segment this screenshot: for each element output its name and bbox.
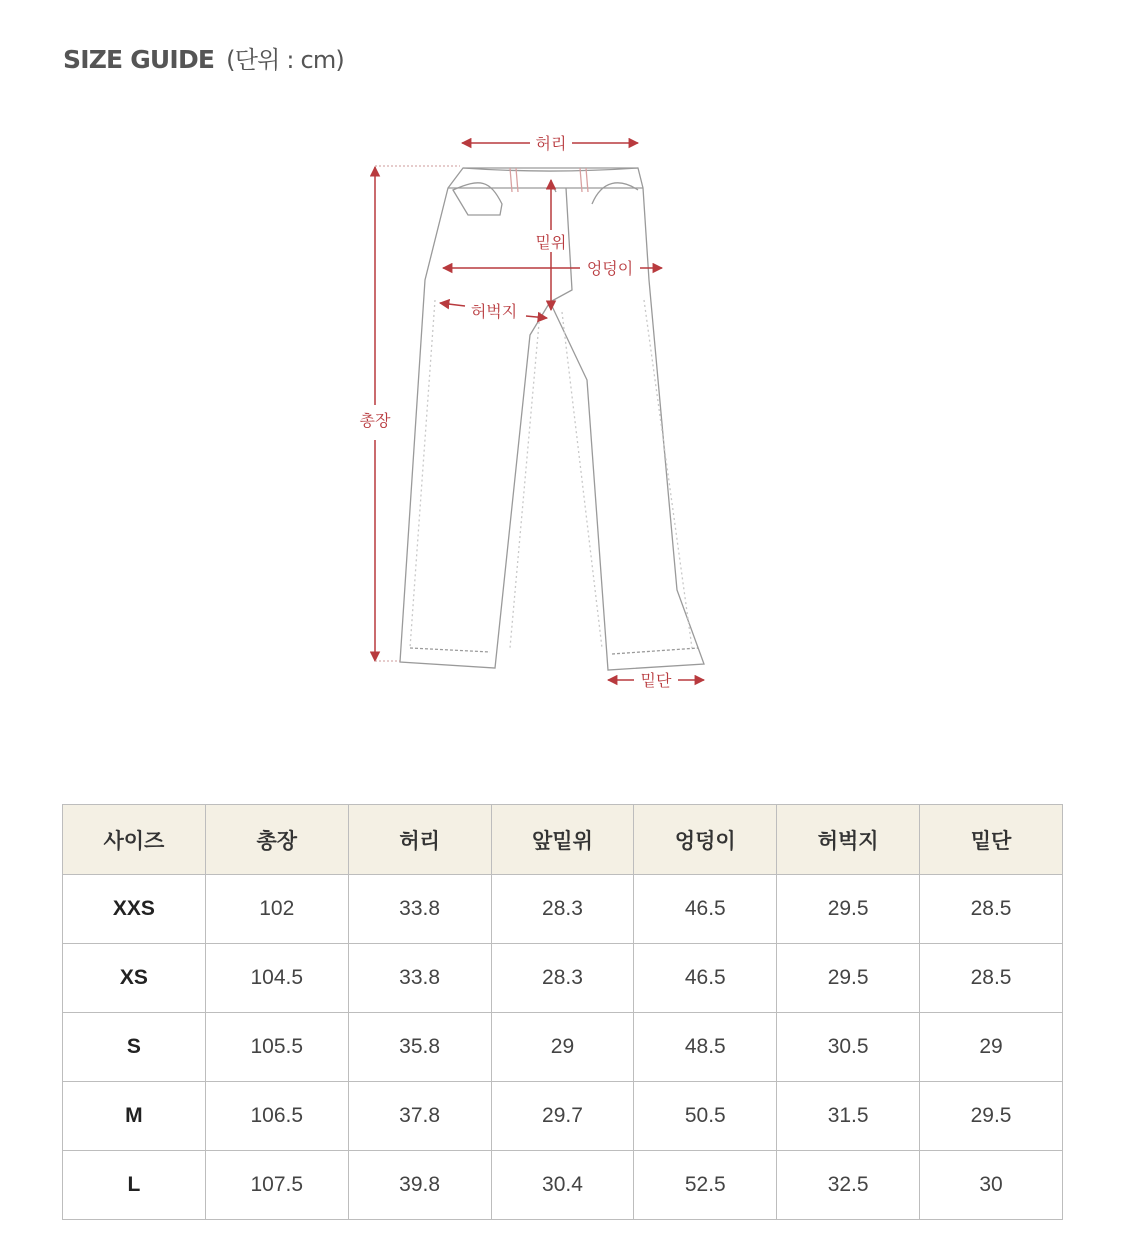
header-thigh: 허벅지 [777, 805, 920, 875]
table-cell: 37.8 [348, 1082, 491, 1151]
table-cell: 31.5 [777, 1082, 920, 1151]
pants-diagram [340, 120, 740, 700]
header-front-rise: 앞밑위 [491, 805, 634, 875]
size-cell: M [63, 1082, 206, 1151]
table-cell: 46.5 [634, 875, 777, 944]
table-header-row [63, 805, 1063, 875]
length-label: 총장 [359, 411, 391, 430]
table-cell: 35.8 [348, 1013, 491, 1082]
table-cell: 28.3 [491, 875, 634, 944]
table-cell: 105.5 [205, 1013, 348, 1082]
title-text: SIZE GUIDE [63, 45, 215, 74]
table-cell: 30.5 [777, 1013, 920, 1082]
table-cell: 29 [920, 1013, 1063, 1082]
table-cell: 29.7 [491, 1082, 634, 1151]
table-row [63, 1013, 1063, 1082]
waist-label: 허리 [535, 134, 567, 153]
header-length: 총장 [205, 805, 348, 875]
unit-note: (단위 : cm) [226, 46, 344, 74]
table-cell: 50.5 [634, 1082, 777, 1151]
table-row [63, 875, 1063, 944]
table-row [63, 1082, 1063, 1151]
table-cell: 52.5 [634, 1151, 777, 1220]
size-table [62, 804, 1063, 1220]
rise-label: 밑위 [535, 233, 567, 252]
table-cell: 33.8 [348, 875, 491, 944]
header-waist: 허리 [348, 805, 491, 875]
table-cell: 28.3 [491, 944, 634, 1013]
table-cell: 30.4 [491, 1151, 634, 1220]
size-cell: XS [63, 944, 206, 1013]
header-size: 사이즈 [63, 805, 206, 875]
page-title [63, 40, 344, 75]
hip-label: 엉덩이 [586, 259, 634, 278]
header-hem: 밑단 [920, 805, 1063, 875]
table-cell: 29.5 [777, 944, 920, 1013]
thigh-label: 허벅지 [470, 302, 518, 321]
table-row [63, 1151, 1063, 1220]
header-hip: 엉덩이 [634, 805, 777, 875]
table-cell: 28.5 [920, 875, 1063, 944]
size-cell: XXS [63, 875, 206, 944]
table-cell: 39.8 [348, 1151, 491, 1220]
pants-illustration [340, 120, 740, 700]
table-cell: 29.5 [920, 1082, 1063, 1151]
table-cell: 32.5 [777, 1151, 920, 1220]
table-cell: 29.5 [777, 875, 920, 944]
hem-label: 밑단 [640, 671, 672, 690]
table-cell: 107.5 [205, 1151, 348, 1220]
table-cell: 102 [205, 875, 348, 944]
table-cell: 29 [491, 1013, 634, 1082]
hem-measure [608, 671, 704, 690]
table-cell: 46.5 [634, 944, 777, 1013]
table-cell: 104.5 [205, 944, 348, 1013]
table-cell: 33.8 [348, 944, 491, 1013]
size-cell: S [63, 1013, 206, 1082]
table-cell: 48.5 [634, 1013, 777, 1082]
table-cell: 30 [920, 1151, 1063, 1220]
table-cell: 28.5 [920, 944, 1063, 1013]
table-row [63, 944, 1063, 1013]
waist-measure [462, 134, 638, 153]
table-cell: 106.5 [205, 1082, 348, 1151]
size-cell: L [63, 1151, 206, 1220]
